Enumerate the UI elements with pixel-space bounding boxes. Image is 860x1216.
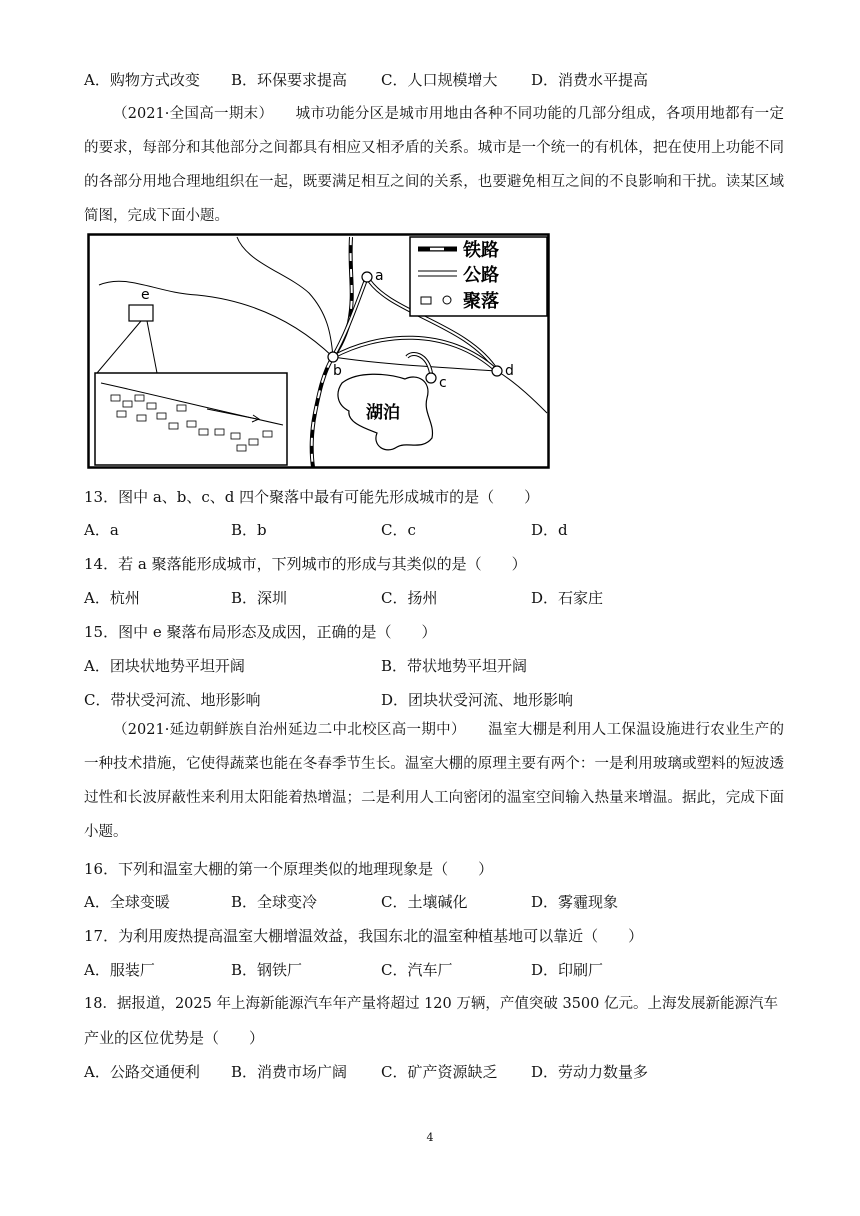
q15-option-b: B．带状地势平坦开阔 [381,657,528,675]
q16-option-c: C．土壤碱化 [381,893,468,911]
q13-option-b: B．b [231,521,267,539]
q17-option-a: A．服装厂 [84,961,155,979]
q16-option-a: A．全球变暖 [84,893,170,911]
q13-option-a: A．a [84,521,119,539]
q14-option-c: C．扬州 [381,589,438,607]
q16-option-b: B．全球变冷 [231,893,318,911]
q14-option-d: D．石家庄 [531,589,604,607]
settlement-b [328,352,338,362]
label-e: e [141,287,150,303]
region-map [87,233,550,469]
label-b: b [333,363,342,379]
q13-option-c: C．c [381,521,416,539]
label-d: d [505,363,514,379]
q14-option-a: A．杭州 [84,589,140,607]
label-a: a [375,268,384,284]
settlement-d [492,366,502,376]
q18-option-c: C．矿产资源缺乏 [381,1063,498,1081]
legend-railway: 铁路 [463,240,499,261]
q16-stem: 16．下列和温室大棚的第一个原理类似的地理现象是（ ） [84,860,494,878]
label-c: c [439,375,447,391]
q12-option-c: C．人口规模增大 [381,71,498,89]
q12-option-b: B．环保要求提高 [231,71,348,89]
q18-option-d: D．劳动力数量多 [531,1063,649,1081]
settlement-a [362,272,372,282]
lake-label: 湖泊 [366,403,400,423]
q18-stem-line1: 18．据报道，2025 年上海新能源汽车年产量将超过 120 万辆，产值突破 3500 亿元。上海发展新能源汽车 [84,996,778,1012]
q14-option-b: B．深圳 [231,589,288,607]
q14-stem: 14．若 a 聚落能形成城市，下列城市的形成与其类似的是（ ） [84,555,527,573]
q13-stem: 13．图中 a、b、c、d 四个聚落中最有可能先形成城市的是（ ） [84,488,540,506]
q18-stem-line2: 产业的区位优势是（ ） [84,1029,265,1047]
q17-stem: 17．为利用废热提高温室大棚增温效益，我国东北的温室种植基地可以靠近（ ） [84,927,644,945]
settlement-c [426,373,436,383]
legend-road: 公路 [463,265,499,286]
q15-option-c: C．带状受河流、地形影响 [84,691,261,709]
passage-greenhouse: （2021·延边朝鲜族自治州延边二中北校区高一期中） 温室大棚是利用人工保温设施进行农业生产的一种技术措施，它使得蔬菜也能在冬春季节生长。温室大棚的原理主要有两个：一是利用玻璃或塑料的短波透过性和长波屏蔽性来利用太阳能着热增温；二是利用人工向密闭的温室空间输入热量来增温。据此，完成下面小题。 [84,722,784,840]
page-number: 4 [426,1131,434,1144]
settlement-e [129,305,153,321]
q16-option-d: D．雾霾现象 [531,893,619,911]
legend-settlement: 聚落 [463,291,499,312]
q15-option-a: A．团块状地势平坦开阔 [84,657,245,675]
q17-option-b: B．钢铁厂 [231,961,303,979]
q13-option-d: D．d [531,521,568,539]
q12-option-d: D．消费水平提高 [531,71,649,89]
q17-option-c: C．汽车厂 [381,961,453,979]
q15-option-d: D．团块状受河流、地形影响 [381,691,574,709]
q17-option-d: D．印刷厂 [531,961,604,979]
q15-stem: 15．图中 e 聚落布局形态及成因，正确的是（ ） [84,623,437,641]
q18-option-b: B．消费市场广阔 [231,1063,348,1081]
q12-option-a: A．购物方式改变 [84,71,200,89]
passage-city-zoning: （2021·全国高一期末） 城市功能分区是城市用地由各种不同功能的几部分组成，各项用地都有一定的要求，每部分和其他部分之间都具有相应又相矛盾的关系。城市是一个统一的有机体，把在使用上功能不同的各部分用地合理地组织在一起，既要满足相互之间的关系，也要避免相互之间的不良影响和干扰。读某区域简图，完成下面小题。 [84,106,784,224]
q18-option-a: A．公路交通便利 [84,1063,200,1081]
